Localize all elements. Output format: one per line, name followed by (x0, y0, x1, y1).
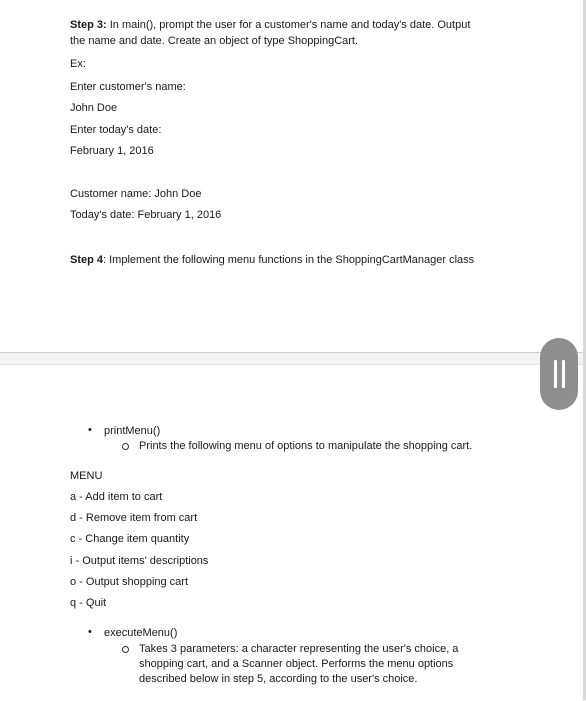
circle-bullet-icon (122, 443, 129, 450)
execute-menu-description-3: described below in step 5, according to the user's choice. (139, 673, 418, 685)
bullet-icon: • (88, 626, 92, 638)
step4-line (70, 253, 474, 267)
example-label: Ex: (70, 58, 86, 70)
step3-line2: the name and date. Create an object of type ShoppingCart. (70, 35, 359, 47)
step4-text: : Implement the following menu functions in the ShoppingCartManager class (103, 254, 475, 266)
menu-item-quit: q - Quit (70, 597, 107, 609)
example-prompt-date: Enter today's date: (70, 124, 162, 136)
step3-label: Step 3: (70, 19, 107, 31)
execute-menu-description-1: Takes 3 parameters: a character representing the user's choice, a (139, 643, 459, 655)
menu-title: MENU (70, 470, 103, 482)
menu-item-descriptions: i - Output items' descriptions (70, 555, 209, 567)
page-bottom (0, 364, 583, 701)
execute-menu-description-2: shopping cart, and a Scanner object. Performs the menu options (139, 658, 454, 670)
example-output-date: Today's date: February 1, 2016 (70, 209, 222, 221)
step3-line1 (70, 18, 470, 32)
example-input-date: February 1, 2016 (70, 145, 154, 157)
example-input-name: John Doe (70, 102, 118, 114)
menu-item-remove: d - Remove item from cart (70, 512, 198, 524)
bullet-icon: • (88, 424, 92, 436)
handle-grip-icon (562, 360, 565, 388)
menu-item-add: a - Add item to cart (70, 491, 163, 503)
page-split-handle[interactable] (540, 338, 578, 410)
example-prompt-name: Enter customer's name: (70, 81, 186, 93)
circle-bullet-icon (122, 646, 129, 653)
handle-grip-icon (554, 360, 557, 388)
execute-menu-name: executeMenu() (104, 627, 178, 639)
menu-item-change: c - Change item quantity (70, 533, 190, 545)
example-output-name: Customer name: John Doe (70, 188, 202, 200)
print-menu-name: printMenu() (104, 425, 161, 437)
step4-label: Step 4 (70, 254, 104, 266)
menu-item-output-cart: o - Output shopping cart (70, 576, 189, 588)
print-menu-description: Prints the following menu of options to manipulate the shopping cart. (139, 440, 473, 452)
step3-text-1: In main(), prompt the user for a customer's name and today's date. Output (106, 19, 471, 31)
